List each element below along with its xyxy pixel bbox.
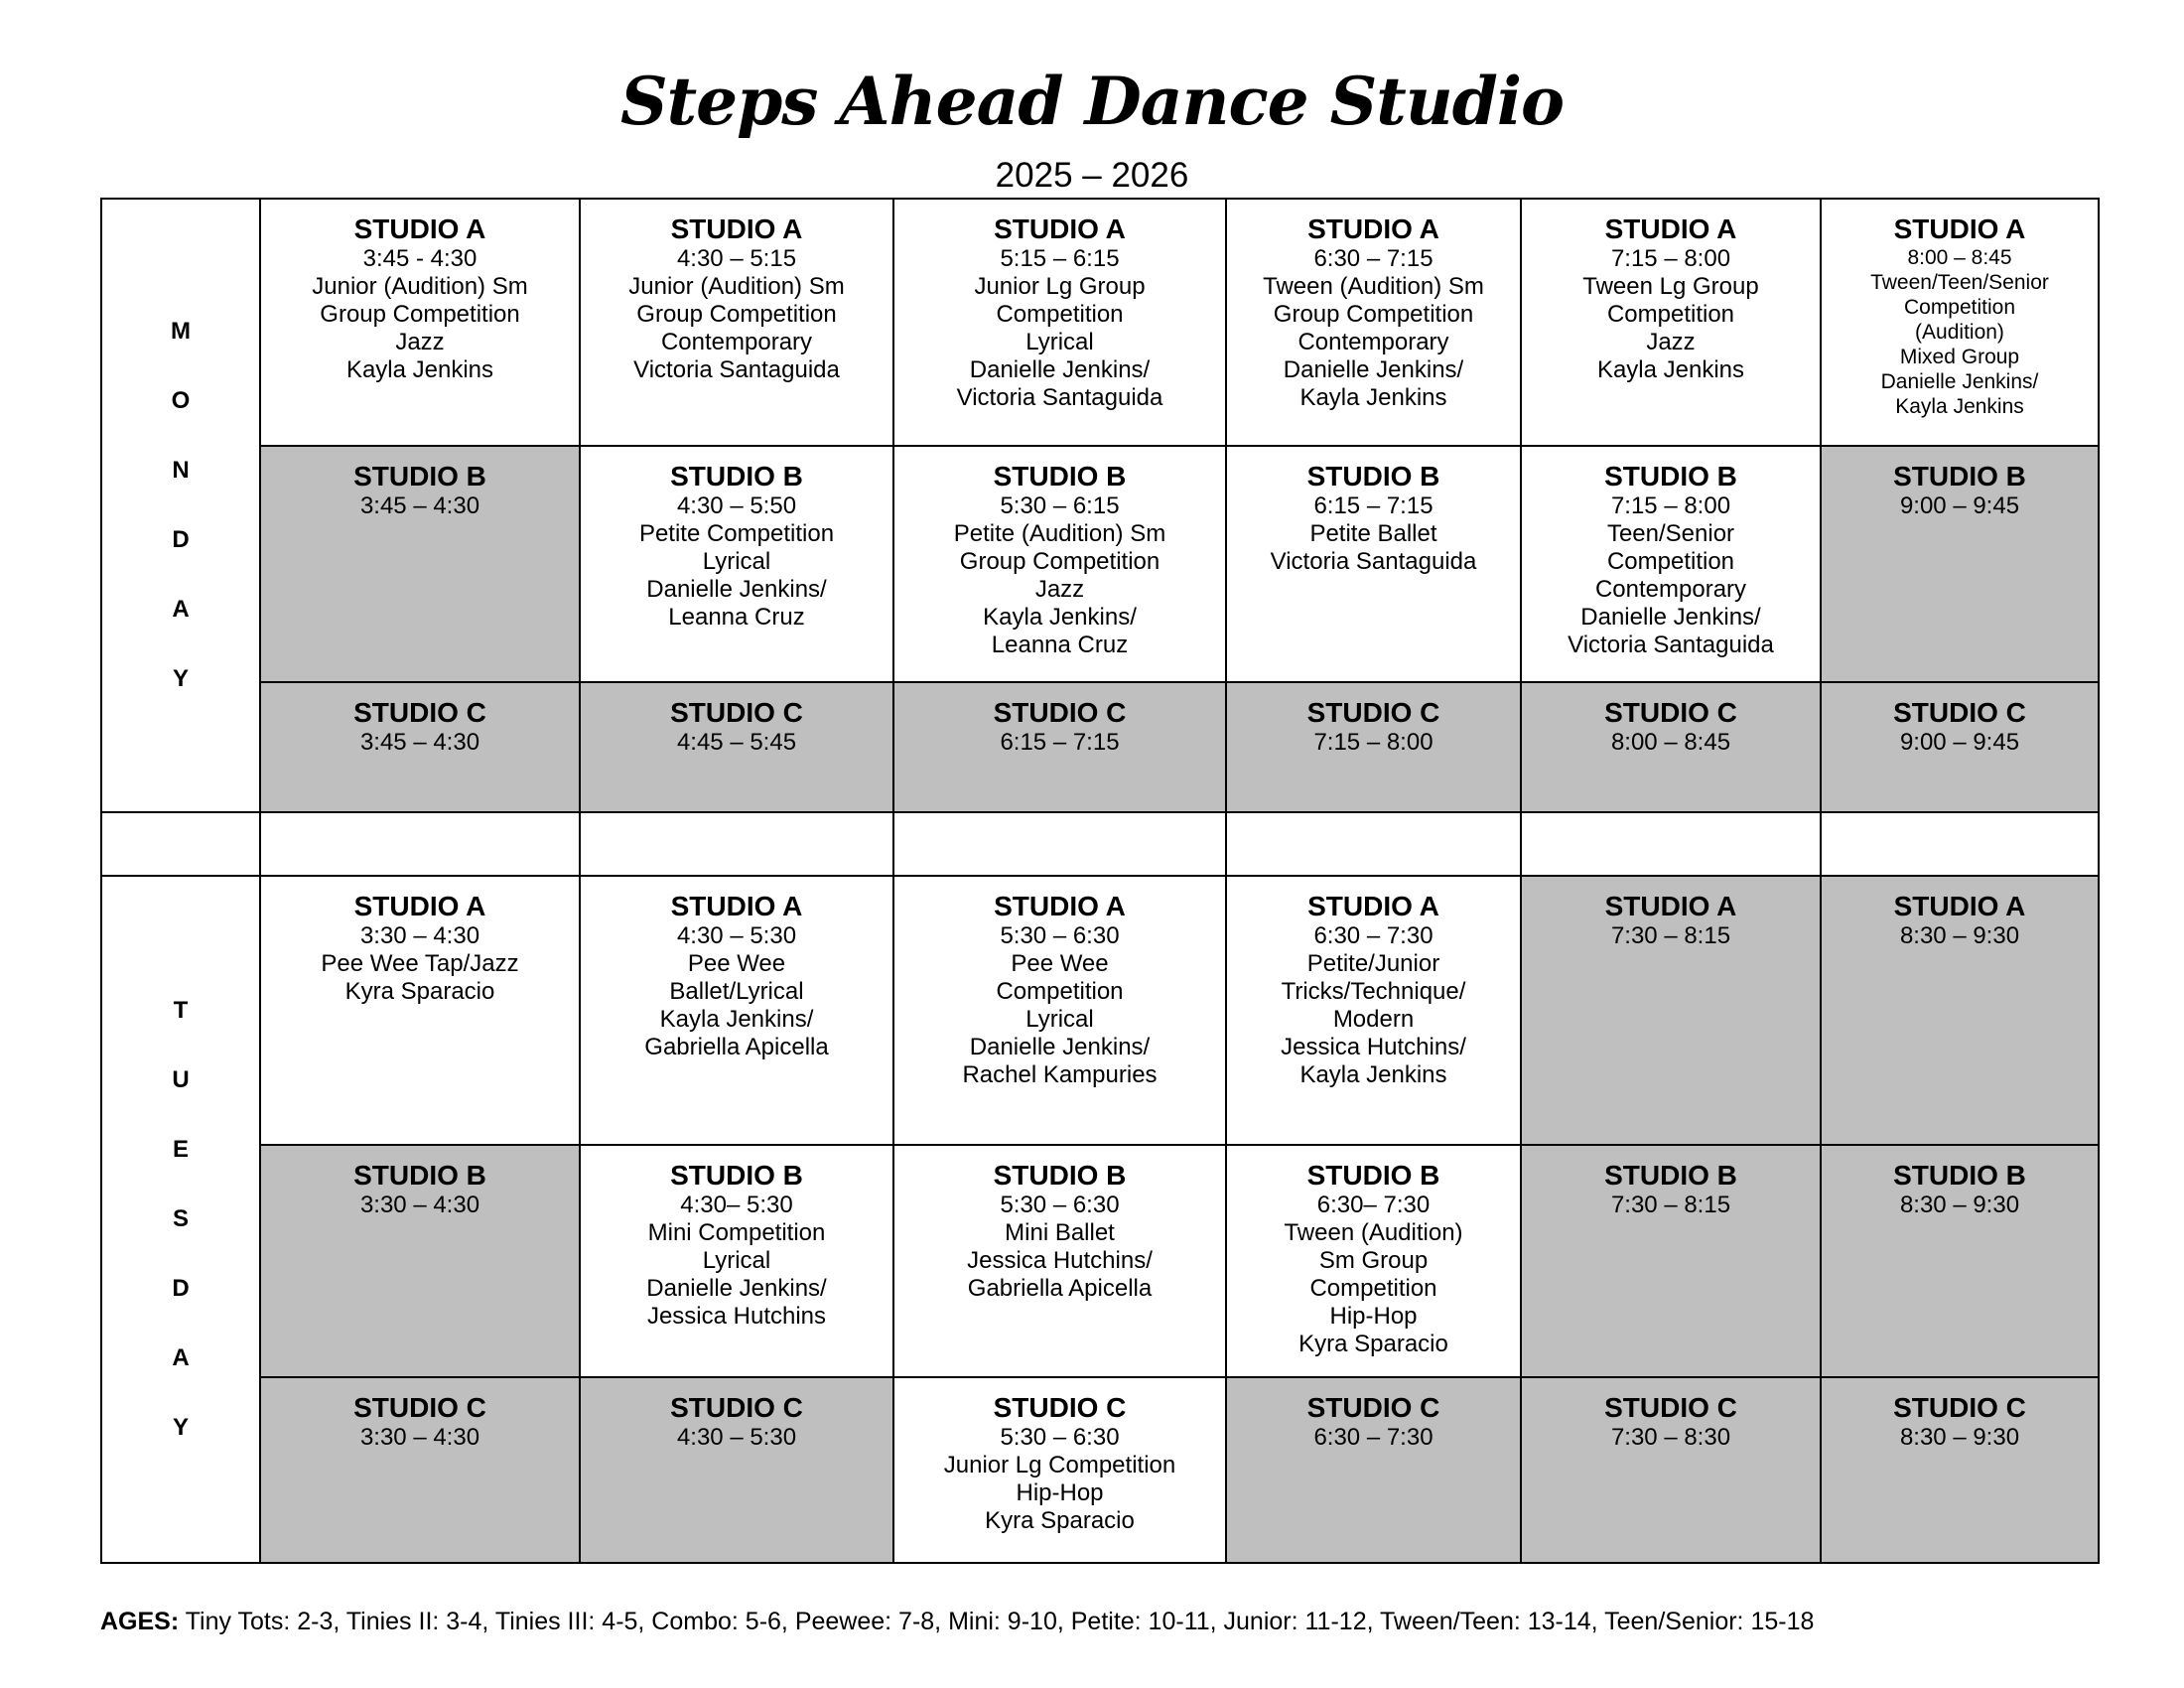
cell-content (261, 447, 579, 520)
class-time: 6:15 – 7:15 (1313, 492, 1433, 519)
cell-content (1522, 877, 1820, 950)
studio-name: STUDIO A (670, 213, 803, 244)
cell-content (1522, 683, 1820, 757)
day-letter: Y (172, 1414, 189, 1441)
class-cell (1226, 1145, 1521, 1377)
class-time: 3:45 – 4:30 (359, 729, 480, 756)
class-cell (1226, 199, 1521, 446)
class-detail: Tricks/Technique/ (1281, 978, 1466, 1005)
day-letter: T (173, 997, 189, 1024)
spacer-cell (260, 812, 580, 876)
cell-content (261, 1146, 579, 1219)
class-time: 4:30 – 5:30 (676, 1424, 797, 1451)
class-detail: Hip-Hop (1329, 1303, 1418, 1330)
cell-content (1522, 200, 1820, 384)
class-time: 8:30 – 9:30 (1899, 1192, 2020, 1218)
class-cell (260, 876, 580, 1145)
class-detail: Kyra Sparacio (344, 978, 495, 1005)
studio-name: STUDIO C (353, 1392, 486, 1423)
class-detail: Leanna Cruz (668, 604, 805, 631)
class-detail: Competition (1606, 301, 1735, 328)
class-detail: Kayla Jenkins (345, 356, 494, 383)
ages-text: Tiny Tots: 2-3, Tinies II: 3-4, Tinies III: 4-5, Combo: 5-6, Peewee: 7-8, Mini: 9-10, Petite: 10-11, Junior: 11-12, Tween/Teen: 13-14, Teen/Senior: 15-18 (179, 1608, 1815, 1635)
day-letter: D (172, 526, 190, 553)
class-detail: Contemporary (660, 329, 813, 355)
class-time: 6:30 – 7:30 (1313, 922, 1433, 949)
day-letter: A (172, 1344, 190, 1371)
class-detail: Competition (996, 301, 1124, 328)
day-letter: N (172, 457, 190, 484)
class-cell (580, 446, 893, 682)
cell-content (894, 1378, 1225, 1535)
studio-name: STUDIO C (353, 697, 486, 728)
studio-name: STUDIO B (1604, 461, 1737, 492)
cell-content (1522, 1146, 1820, 1219)
class-detail: Kayla Jenkins/ (659, 1006, 814, 1033)
class-detail: Pee Wee (687, 950, 786, 977)
class-detail: Victoria Santaguida (1270, 548, 1477, 575)
studio-name: STUDIO B (1306, 1160, 1440, 1191)
class-time: 3:30 – 4:30 (359, 922, 480, 949)
studio-name: STUDIO B (353, 1160, 486, 1191)
open-slot-cell (580, 682, 893, 812)
cell-content (1822, 200, 2098, 419)
class-time: 7:30 – 8:15 (1610, 922, 1731, 949)
class-detail: Lyrical (1025, 1006, 1094, 1033)
class-detail: Mini Competition (647, 1219, 826, 1246)
cell-content (581, 200, 892, 384)
class-detail: Contemporary (1297, 329, 1449, 355)
class-detail: Danielle Jenkins/ (646, 1275, 827, 1302)
class-detail: Competition (1903, 296, 2016, 319)
open-slot-cell (1226, 682, 1521, 812)
class-time: 6:30 – 7:15 (1313, 245, 1433, 272)
class-time: 7:15 – 8:00 (1610, 245, 1731, 272)
class-detail: Teen/Senior (1606, 520, 1735, 547)
class-detail: Danielle Jenkins/ (1283, 356, 1464, 383)
class-time: 8:00 – 8:45 (1907, 246, 2012, 269)
studio-name: STUDIO B (993, 1160, 1127, 1191)
studio-name: STUDIO A (1307, 213, 1439, 244)
class-detail: Competition (1309, 1275, 1437, 1302)
cell-content (261, 683, 579, 757)
tuesday-row-studio-a (101, 876, 2099, 1145)
class-cell (580, 876, 893, 1145)
class-detail: Danielle Jenkins/ (1580, 604, 1761, 631)
class-detail: Kayla Jenkins (1596, 356, 1745, 383)
class-detail: Jazz (1034, 576, 1085, 603)
day-letter: M (171, 318, 191, 345)
class-detail: Competition (996, 978, 1124, 1005)
studio-name: STUDIO A (994, 891, 1126, 921)
studio-name: STUDIO B (1604, 1160, 1737, 1191)
studio-name: STUDIO B (1306, 461, 1440, 492)
open-slot-cell (1521, 876, 1821, 1145)
class-detail: Junior (Audition) Sm (628, 273, 845, 300)
school-year: 2025 – 2026 (995, 156, 1189, 195)
spacer-cell (1226, 812, 1521, 876)
class-cell (260, 199, 580, 446)
class-time: 5:30 – 6:30 (1000, 1424, 1120, 1451)
open-slot-cell (1821, 1377, 2099, 1563)
cell-content (1822, 447, 2098, 520)
studio-name: STUDIO C (1306, 697, 1440, 728)
cell-content (261, 200, 579, 384)
class-time: 4:30– 5:30 (680, 1192, 793, 1218)
class-detail: Pee Wee (1011, 950, 1109, 977)
cell-content (581, 1378, 892, 1452)
open-slot-cell (260, 682, 580, 812)
tuesday-row-studio-c (101, 1377, 2099, 1563)
class-detail: Jessica Hutchins/ (1281, 1034, 1466, 1060)
cell-content (1822, 1146, 2098, 1219)
class-time: 7:30 – 8:30 (1610, 1424, 1731, 1451)
cell-content (1522, 1378, 1820, 1452)
cell-content (581, 683, 892, 757)
class-time: 8:30 – 9:30 (1899, 922, 2020, 949)
class-detail: Kayla Jenkins (1299, 384, 1447, 411)
studio-name: STUDIO A (1307, 891, 1439, 921)
studio-name: STUDIO A (1604, 891, 1737, 921)
studio-name: STUDIO C (1893, 697, 2026, 728)
monday-row-studio-c (101, 682, 2099, 812)
studio-name: STUDIO C (993, 697, 1127, 728)
day-label-tuesday (101, 876, 260, 1563)
studio-name: STUDIO C (1604, 1392, 1737, 1423)
studio-name: STUDIO A (1893, 891, 2026, 921)
studio-name: STUDIO A (1604, 213, 1737, 244)
open-slot-cell (1226, 1377, 1521, 1563)
day-letter: E (172, 1136, 189, 1163)
class-detail: Danielle Jenkins/ (646, 576, 827, 603)
class-cell (1821, 199, 2099, 446)
studio-name: STUDIO C (670, 697, 803, 728)
class-time: 9:00 – 9:45 (1899, 492, 2020, 519)
class-time: 4:45 – 5:45 (676, 729, 797, 756)
studio-name: STUDIO A (670, 891, 803, 921)
class-detail: Victoria Santaguida (956, 384, 1163, 411)
cell-content (894, 683, 1225, 757)
cell-content (894, 1146, 1225, 1303)
class-detail: Jessica Hutchins (646, 1303, 827, 1330)
class-detail: (Audition) (1915, 321, 2004, 344)
day-letter: U (172, 1066, 190, 1093)
open-slot-cell (1821, 446, 2099, 682)
class-detail: Kyra Sparacio (1298, 1331, 1448, 1357)
class-detail: Group Competition (320, 301, 520, 328)
class-detail: Jazz (1646, 329, 1696, 355)
studio-name: STUDIO C (670, 1392, 803, 1423)
class-detail: Junior (Audition) Sm (312, 273, 528, 300)
class-time: 6:15 – 7:15 (1000, 729, 1120, 756)
open-slot-cell (893, 682, 1226, 812)
class-detail: Sm Group (1318, 1247, 1429, 1274)
cell-content (1227, 877, 1520, 1089)
studio-name: STUDIO C (993, 1392, 1127, 1423)
studio-name: STUDIO B (670, 1160, 803, 1191)
studio-name: STUDIO B (670, 461, 803, 492)
class-detail: Petite (Audition) Sm (953, 520, 1166, 547)
class-cell (893, 446, 1226, 682)
day-letter: A (172, 596, 190, 623)
open-slot-cell (1821, 1145, 2099, 1377)
ages-label: AGES: (100, 1608, 180, 1635)
studio-name: STUDIO C (1306, 1392, 1440, 1423)
class-time: 7:15 – 8:00 (1610, 492, 1731, 519)
class-detail: Group Competition (1273, 301, 1474, 328)
class-detail: Victoria Santaguida (1568, 632, 1774, 658)
studio-name: STUDIO A (994, 213, 1126, 244)
class-detail: Mini Ballet (1005, 1219, 1115, 1246)
cell-content (894, 200, 1225, 412)
open-slot-cell (1521, 682, 1821, 812)
class-time: 6:30– 7:30 (1316, 1192, 1431, 1218)
open-slot-cell (1521, 1377, 1821, 1563)
spacer-cell (101, 812, 260, 876)
cell-content (581, 877, 892, 1061)
open-slot-cell (260, 1377, 580, 1563)
day-label-monday (101, 199, 260, 812)
class-cell (893, 199, 1226, 446)
class-detail: Tween/Teen/Senior (1870, 271, 2049, 294)
class-cell (580, 1145, 893, 1377)
cell-content (261, 877, 579, 1006)
studio-name: STUDIO A (1893, 213, 2026, 244)
class-cell (580, 199, 893, 446)
cell-content (1227, 1146, 1520, 1358)
class-detail: Group Competition (959, 548, 1160, 575)
class-cell (1521, 446, 1821, 682)
class-detail: Danielle Jenkins/ (969, 356, 1151, 383)
class-time: 6:30 – 7:30 (1313, 1424, 1433, 1451)
cell-content (1522, 447, 1820, 659)
studio-name: STUDIO B (1893, 461, 2026, 492)
cell-content (894, 877, 1225, 1089)
class-time: 3:45 – 4:30 (359, 492, 480, 519)
class-cell (893, 876, 1226, 1145)
open-slot-cell (260, 446, 580, 682)
class-detail: Petite Ballet (1309, 520, 1437, 547)
schedule-table (100, 198, 2100, 1564)
open-slot-cell (1821, 876, 2099, 1145)
class-time: 5:30 – 6:15 (1000, 492, 1120, 519)
class-detail: Victoria Santaguida (633, 356, 840, 383)
spacer-row (101, 812, 2099, 876)
tuesday-row-studio-b (101, 1145, 2099, 1377)
class-detail: Danielle Jenkins/ (1880, 370, 2039, 393)
studio-name: STUDIO B (1893, 1160, 2026, 1191)
studio-name: STUDIO A (353, 213, 486, 244)
class-detail: Jazz (395, 329, 445, 355)
open-slot-cell (1821, 682, 2099, 812)
spacer-cell (580, 812, 893, 876)
day-letter: S (172, 1205, 189, 1232)
cell-content (1822, 683, 2098, 757)
class-time: 7:15 – 8:00 (1313, 729, 1433, 756)
page-title: Steps Ahead Dance Studio (619, 63, 1564, 140)
class-detail: Kayla Jenkins (1299, 1061, 1447, 1088)
class-detail: Tween Lg Group (1582, 273, 1759, 300)
cell-content (261, 1378, 579, 1452)
spacer-cell (893, 812, 1226, 876)
cell-content (894, 447, 1225, 659)
cell-content (581, 447, 892, 632)
studio-name: STUDIO A (353, 891, 486, 921)
class-detail: Rachel Kampuries (962, 1061, 1158, 1088)
cell-content (1227, 1378, 1520, 1452)
class-time: 4:30 – 5:30 (676, 922, 797, 949)
class-time: 4:30 – 5:50 (676, 492, 797, 519)
class-detail: Kyra Sparacio (985, 1507, 1135, 1534)
class-detail: Pee Wee Tap/Jazz (321, 950, 519, 977)
class-detail: Group Competition (636, 301, 837, 328)
class-cell (1226, 876, 1521, 1145)
open-slot-cell (260, 1145, 580, 1377)
spacer-cell (1821, 812, 2099, 876)
class-time: 7:30 – 8:15 (1610, 1192, 1731, 1218)
class-detail: Jessica Hutchins/ (967, 1247, 1153, 1274)
day-letter: O (171, 387, 191, 414)
cell-content (581, 1146, 892, 1331)
cell-content (1822, 1378, 2098, 1452)
class-time: 4:30 – 5:15 (676, 245, 797, 272)
class-detail: Kayla Jenkins/ (983, 604, 1137, 631)
class-detail: Danielle Jenkins/ (969, 1034, 1151, 1060)
class-detail: Petite Competition (638, 520, 835, 547)
cell-content (1227, 200, 1520, 412)
class-detail: Mixed Group (1899, 346, 2020, 368)
class-detail: Junior Lg Competition (943, 1452, 1176, 1478)
cell-content (1227, 683, 1520, 757)
class-detail: Junior Lg Group (974, 273, 1146, 300)
class-detail: Lyrical (702, 548, 771, 575)
studio-name: STUDIO B (353, 461, 486, 492)
class-detail: Lyrical (1025, 329, 1094, 355)
class-detail: Ballet/Lyrical (669, 978, 804, 1005)
class-cell (1521, 199, 1821, 446)
cell-content (1822, 877, 2098, 950)
class-time: 9:00 – 9:45 (1899, 729, 2020, 756)
class-detail: Contemporary (1594, 576, 1747, 603)
class-detail: Petite/Junior (1306, 950, 1440, 977)
class-detail: Kayla Jenkins (1895, 395, 2024, 418)
studio-name: STUDIO B (993, 461, 1127, 492)
ages-footer (100, 1607, 1814, 1636)
class-time: 5:15 – 6:15 (1000, 245, 1120, 272)
class-detail: Hip-Hop (1016, 1479, 1104, 1506)
class-detail: Gabriella Apicella (967, 1275, 1153, 1302)
class-detail: Leanna Cruz (991, 632, 1129, 658)
class-detail: Competition (1606, 548, 1735, 575)
class-cell (893, 1377, 1226, 1563)
class-detail: Tween (Audition) (1284, 1219, 1463, 1246)
monday-row-studio-b (101, 446, 2099, 682)
class-detail: Modern (1332, 1006, 1415, 1033)
studio-name: STUDIO C (1604, 697, 1737, 728)
class-time: 8:00 – 8:45 (1610, 729, 1731, 756)
spacer-cell (1521, 812, 1821, 876)
class-time: 3:30 – 4:30 (359, 1192, 480, 1218)
class-time: 3:30 – 4:30 (359, 1424, 480, 1451)
open-slot-cell (1521, 1145, 1821, 1377)
open-slot-cell (580, 1377, 893, 1563)
class-detail: Gabriella Apicella (644, 1034, 829, 1060)
class-detail: Lyrical (702, 1247, 771, 1274)
class-detail: Tween (Audition) Sm (1263, 273, 1484, 300)
class-time: 8:30 – 9:30 (1899, 1424, 2020, 1451)
day-letter: D (172, 1275, 190, 1302)
cell-content (1227, 447, 1520, 576)
studio-name: STUDIO C (1893, 1392, 2026, 1423)
monday-row-studio-a (101, 199, 2099, 446)
class-cell (1226, 446, 1521, 682)
class-time: 5:30 – 6:30 (1000, 922, 1120, 949)
class-time: 3:45 - 4:30 (362, 245, 478, 272)
class-cell (893, 1145, 1226, 1377)
day-letter: Y (172, 665, 189, 692)
class-time: 5:30 – 6:30 (1000, 1192, 1120, 1218)
